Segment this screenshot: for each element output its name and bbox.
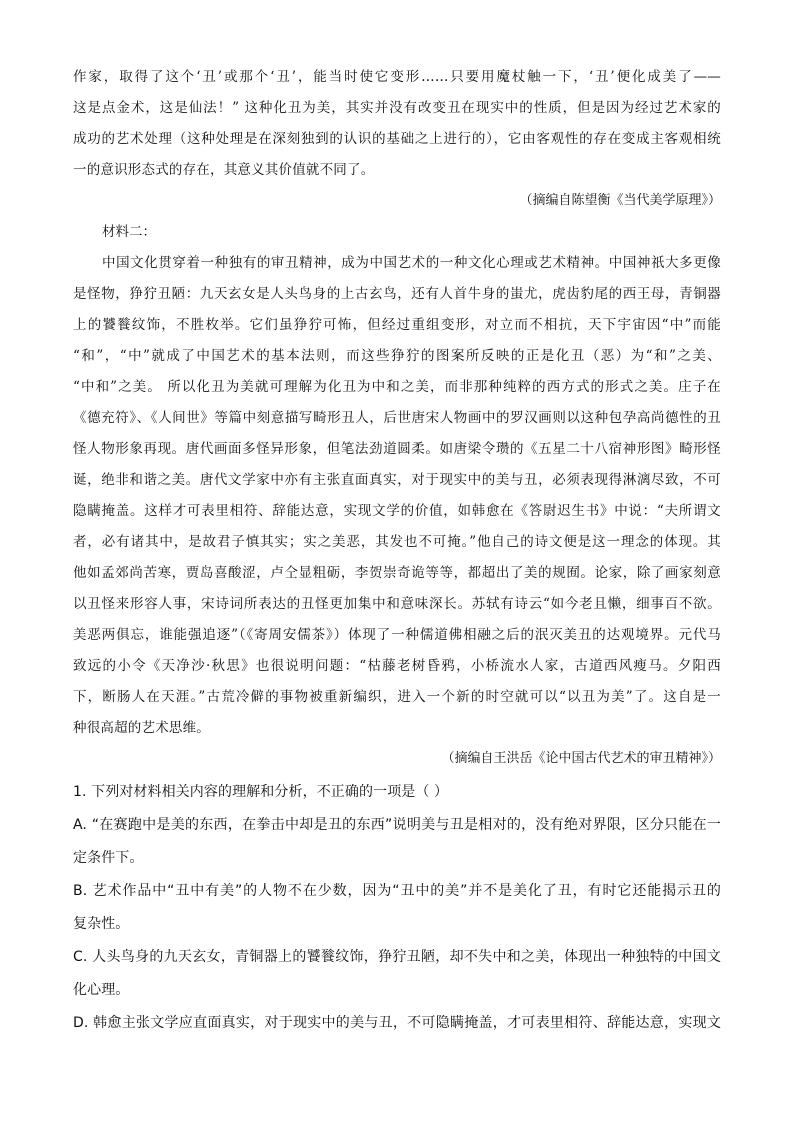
passage2-line: 美恶两俱忘，谁能强追逐”（《寄周安儒茶》）体现了一种儒道佛相融之后的泯灭美丑的达观境界。元代马 [73, 627, 721, 643]
question-stem: 1. 下列对材料相关内容的理解和分析，不正确的一项是（ ） [73, 784, 449, 800]
passage1-line: 这是点金术，这是仙法！” 这种化丑为美，其实并没有改变丑在现实中的性质，但是因为经过艺术家的 [73, 100, 721, 116]
material-two-label: 材料二： [102, 224, 156, 240]
passage2-line: 是怪物，狰狞丑陋：九天玄女是人头鸟身的上古玄鸟，还有人首牛身的蚩尤，虎齿豹尾的西王母，青铜器 [73, 286, 721, 302]
passage1-line: 作家，取得了这个‘丑’或那个‘丑’，能当时使它变形……只要用魔杖触一下，‘丑’便化成美了—— [73, 69, 721, 85]
option-c-line: C. 人头鸟身的九天玄女，青铜器上的饕餮纹饰，狰狞丑陋，却不失中和之美，体现出一种独特的中国文 [73, 949, 721, 965]
passage2-line: 隐瞒掩盖。这样才可表里相符、辞能达意，实现文学的价值，如韩愈在《答尉迟生书》中说：“夫所谓文 [73, 503, 721, 519]
passage1-source: （摘编自陈望衡《当代美学原理》） [519, 193, 721, 208]
passage2-source: （摘编自王洪岳《论中国古代艺术的审丑精神》） [441, 751, 721, 766]
passage2-line: 种很高超的艺术思维。 [73, 720, 210, 736]
passage2-line: 怪人物形象再现。唐代画面多怪异形象，但笔法劲道圆柔。如唐梁令瓒的《五星二十八宿神形图》畸形怪 [73, 441, 721, 457]
option-c-line: 化心理。 [73, 982, 130, 998]
passage2-line: 他如孟郊尚苦寒，贾岛喜酸涩，卢仝显粗砺，李贺崇奇诡等等，都超出了美的规囿。论家，除了画家刻意 [73, 565, 721, 581]
option-d-line: D. 韩愈主张文学应直面真实，对于现实中的美与丑，不可隐瞒掩盖，才可表里相符、辞能达意，实现文 [73, 1015, 721, 1031]
passage2-line: 上的饕餮纹饰，不胜枚举。它们虽狰狞可怖，但经过重组变形，对立而不相抗，天下宇宙因“中”而能 [73, 317, 721, 333]
passage2-line: 下，断肠人在天涯。”古荒冷僻的事物被重新编织，进入一个新的时空就可以“以丑为美”了。这自是一 [73, 689, 721, 705]
passage2-line: 以丑怪来形容人事，宋诗词所表达的丑怪更加集中和意味深长。苏轼有诗云“如今老且懒，细事百不欲。 [73, 596, 721, 612]
option-a-line: A. “在赛跑中是美的东西，在拳击中却是丑的东西”说明美与丑是相对的，没有绝对界限，区分只能在一 [73, 817, 721, 833]
option-b-line: B. 艺术作品中“丑中有美”的人物不在少数，因为“丑中的美”并不是美化了丑，有时它还能揭示丑的 [73, 883, 721, 899]
passage1-line: 一的意识形态式的存在，其意义其价值就不同了。 [73, 162, 375, 178]
option-a-line: 定条件下。 [73, 850, 144, 866]
passage2-line: 中国文化贯穿着一种独有的审丑精神，成为中国艺术的一种文化心理或艺术精神。中国神祇大多更像 [102, 255, 721, 271]
passage2-line: 《德充符》、《人间世》等篇中刻意描写畸形丑人，后世唐宋人物画中的罗汉画则以这种包孕高尚德性的丑 [73, 410, 721, 426]
passage2-line: 致远的小令《天净沙·秋思》也很说明问题：“枯藤老树昏鸦，小桥流水人家，古道西风瘦马。夕阳西 [73, 658, 721, 674]
passage1-line: 成功的艺术处理（这种处理是在深刻独到的认识的基础之上进行的），它由客观性的存在变成主客观相统 [73, 131, 721, 147]
passage2-line: 诞，绝非和谐之美。唐代文学家中亦有主张直面真实，对于现实中的美与丑，必须表现得淋漓尽致，不可 [73, 472, 721, 488]
passage2-line: “中和”之美。 所以化丑为美就可理解为化丑为中和之美，而非那种纯粹的西方式的形式之美。庄子在 [73, 379, 721, 395]
option-b-line: 复杂性。 [73, 916, 130, 932]
passage2-line: “和”，“中”就成了中国艺术的基本法则，而这些狰狞的图案所反映的正是化丑（恶）为“和”之美、 [73, 348, 721, 364]
passage2-line: 者，必有诸其中，是故君子慎其实；实之美恶，其发也不可掩。”他自己的诗文便是这一理念的体现。其 [73, 534, 721, 550]
